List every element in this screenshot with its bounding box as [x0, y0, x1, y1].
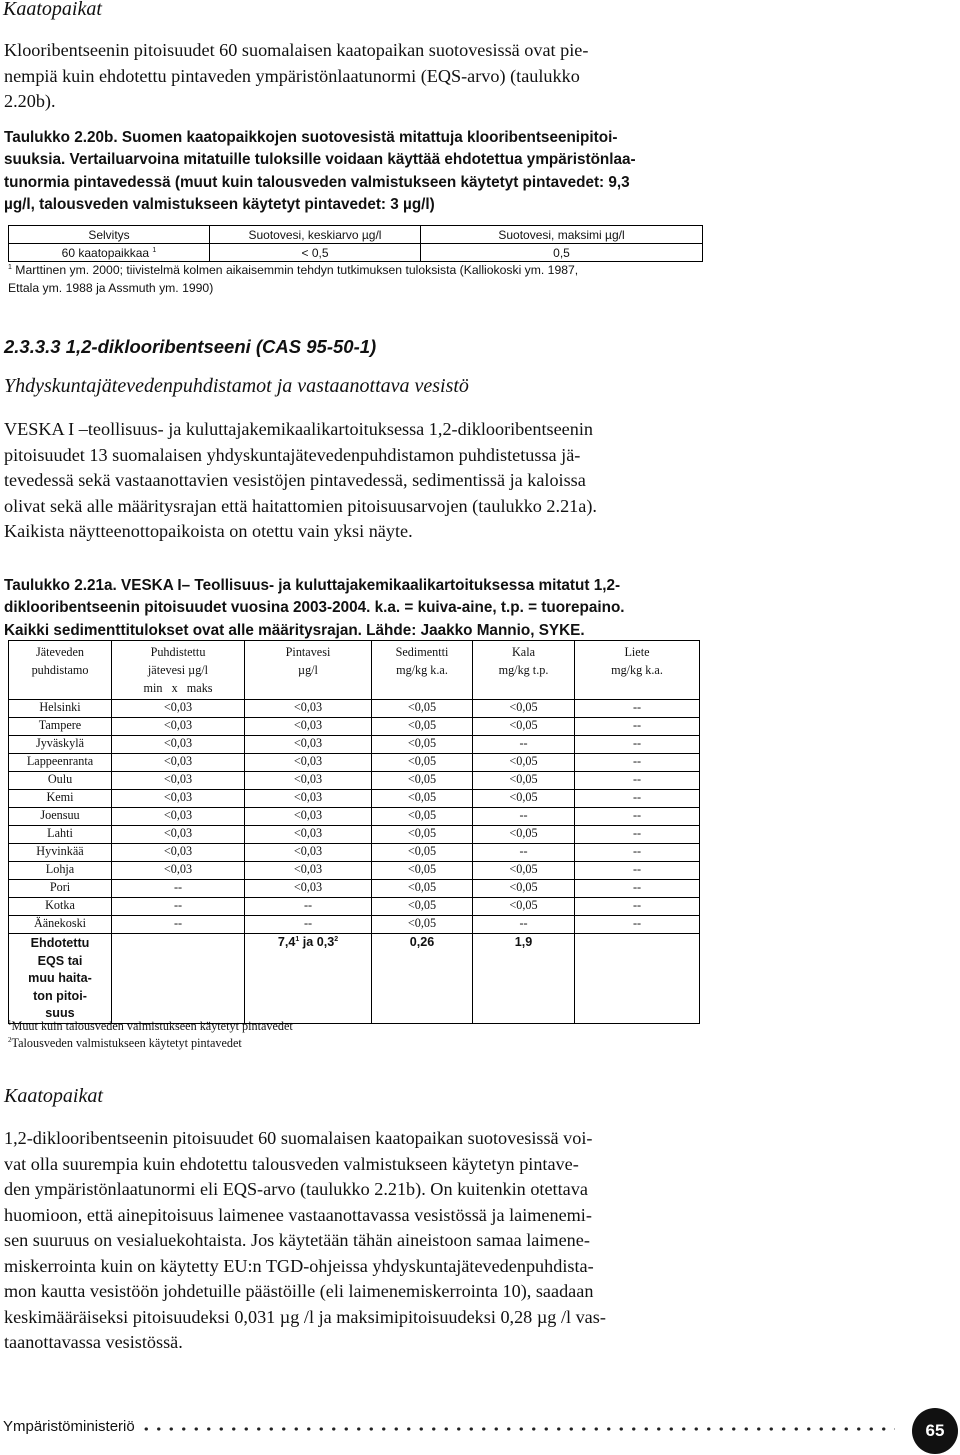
table-cell: <0,05 [473, 826, 575, 844]
table-row [9, 844, 700, 862]
table-cell: <0,05 [473, 754, 575, 772]
footnote-ref: 1 [8, 263, 12, 271]
footnote-ref: 1 [152, 246, 157, 254]
col-header-puhdistamo [9, 641, 112, 700]
table-cell: -- [575, 862, 700, 880]
note-line: Ettala ym. 1988 ja Assmuth ym. 1990) [8, 281, 214, 295]
footer-publisher: Ympäristöministeriö [3, 1418, 135, 1435]
label-line: ton pitoi- [33, 988, 87, 1003]
col-header-maksimi: Suotovesi, maksimi µg/l [421, 226, 703, 244]
subheading-puhdistamot: Yhdyskuntajätevedenpuhdistamot ja vastaanottava vesistö [4, 375, 469, 397]
paragraph-line: sen suuruus on vesialuekohtaista. Jos käytetään tähän aineistoon samaa laimene- [4, 1230, 590, 1250]
table-cell: -- [575, 772, 700, 790]
section-heading-diklooribentseeni: 2.3.3.3 1,2-diklooribentseeni (CAS 95-50-1) [4, 336, 377, 357]
table-row-eqs [9, 934, 700, 1024]
col-header-kala [473, 641, 575, 700]
table-cell: -- [473, 808, 575, 826]
table-cell: -- [112, 880, 245, 898]
table-cell: -- [473, 916, 575, 934]
paragraph-line: miskerrointa kuin on käytetty EU:n TGD-ohjeissa yhdyskuntajätevedenpuhdista- [4, 1255, 594, 1276]
paragraph-line: pitoisuudet 13 suomalaisen yhdyskuntajätevedenpuhdistamon puhdistetussa jä- [4, 444, 581, 465]
note-text: Talousveden valmistukseen käytetyt pintavedet [11, 1036, 242, 1050]
table-cell: -- [575, 718, 700, 736]
caption-line: suuksia. Vertailuarvoina mitatuille tuloksille voidaan käyttää ehdotettua ympäristönlaa- [4, 151, 636, 169]
table-cell: <0,05 [372, 880, 473, 898]
table-cell: <0,05 [473, 700, 575, 718]
cell-eqs-jatevesi [112, 934, 245, 1024]
footnote-ref: 2 [8, 1035, 12, 1044]
paragraph-line: Klooribentseenin pitoisuudet 60 suomalaisen kaatopaikan suotovesissä ovat pie- [4, 40, 589, 60]
table-cell: -- [473, 736, 575, 754]
paragraph-line: keskimääräiseksi pitoisuudeksi 0,031 µg /l ja maksimipitoisuudeksi 0,28 µg /l vas- [4, 1306, 606, 1327]
header-line: mg/kg t.p. [498, 663, 549, 677]
table-row [9, 790, 700, 808]
cell-puhdistamo: Pori [9, 880, 112, 898]
caption-line: Kaikki sedimenttitulokset ovat alle määritysrajan. Lähde: Jaakko Mannio, SYKE. [4, 621, 585, 639]
paragraph-line: mon kautta vesistöön johdetuille päästöille (eli laimenemiskerrointa 10), saadaan [4, 1281, 594, 1301]
cell-puhdistamo: Hyvinkää [9, 844, 112, 862]
header-line: jätevesi µg/l [147, 663, 209, 677]
table-cell: <0,03 [245, 772, 372, 790]
table-cell: -- [575, 736, 700, 754]
col-header-jatevesi [112, 641, 245, 700]
table-cell: <0,03 [245, 844, 372, 862]
footer-dot-leader [140, 1427, 895, 1431]
table-cell: <0,03 [245, 700, 372, 718]
footnote-ref: 2 [334, 935, 339, 943]
section-heading-kaatopaikat-2: Kaatopaikat [4, 1085, 103, 1107]
table-2-20b-caption [4, 127, 636, 216]
table-cell: <0,05 [372, 754, 473, 772]
paragraph-line: VESKA I –teollisuus- ja kuluttajakemikaalikartoituksessa 1,2-diklooribentseenin [4, 419, 593, 439]
cell-puhdistamo: Lahti [9, 826, 112, 844]
label-line: Ehdotettu [30, 936, 90, 950]
cell-maksimi: 0,5 [421, 244, 703, 262]
paragraph-line: den ympäristönlaatunormi eli EQS-arvo (taulukko 2.21b). On kuitenkin otettava [4, 1179, 588, 1199]
table-cell: <0,05 [473, 790, 575, 808]
caption-line: Taulukko 2.20b. Suomen kaatopaikkojen suotovesistä mitattuja klooribentseenipitoi- [4, 129, 618, 146]
cell-puhdistamo: Helsinki [9, 700, 112, 718]
page-number: 65 [912, 1408, 958, 1454]
table-cell: -- [575, 826, 700, 844]
cell-puhdistamo: Lappeenranta [9, 754, 112, 772]
header-line: Puhdistettu [150, 645, 206, 659]
table-2-20b [8, 225, 703, 262]
table-cell: <0,05 [372, 772, 473, 790]
header-line: puhdistamo [31, 663, 89, 677]
table-cell: <0,05 [372, 898, 473, 916]
table-row [9, 754, 700, 772]
header-line: Kala [511, 645, 535, 659]
paragraph-line: Kaikista näytteenottopaikoista on otettu vain yksi näyte. [4, 521, 413, 541]
table-row [9, 244, 703, 262]
table-cell: -- [575, 790, 700, 808]
paragraph-line: huomioon, että ainepitoisuus laimenee vastaanottavassa vesistössä ja laimenemi- [4, 1204, 592, 1225]
section-heading-kaatopaikat-1: Kaatopaikat [3, 0, 102, 20]
table-cell: <0,05 [372, 718, 473, 736]
header-line: mg/kg k.a. [396, 663, 448, 677]
caption-line: diklooribentseenin pitoisuudet vuosina 2003-2004. k.a. = kuiva-aine, t.p. = tuorepaino. [4, 599, 625, 617]
table-cell: <0,05 [372, 844, 473, 862]
table-2-20b-note [8, 261, 578, 297]
table-cell: <0,05 [372, 916, 473, 934]
table-cell: -- [575, 916, 700, 934]
table-cell: <0,03 [245, 808, 372, 826]
table-row [9, 736, 700, 754]
cell-eqs-pintavesi [245, 934, 372, 1024]
cell-eqs-liete [575, 934, 700, 1024]
table-cell: -- [112, 916, 245, 934]
header-line: Sedimentti [395, 645, 449, 659]
footnote-ref: 1 [295, 935, 300, 943]
table-cell: -- [575, 808, 700, 826]
cell-eqs-kala: 1,9 [473, 934, 575, 1024]
table-cell: <0,05 [473, 880, 575, 898]
table-row [9, 898, 700, 916]
table-row [9, 718, 700, 736]
label-line: EQS tai [37, 953, 83, 968]
table-cell: <0,05 [473, 862, 575, 880]
cell-text: 60 kaatopaikkaa [61, 245, 150, 260]
col-header-selvitys: Selvitys [9, 226, 210, 244]
table-note [8, 1035, 293, 1052]
cell-puhdistamo: Joensuu [9, 808, 112, 826]
table-cell: <0,03 [245, 754, 372, 772]
table-cell: <0,05 [372, 736, 473, 754]
header-line: µg/l [298, 663, 318, 677]
table-cell: <0,05 [473, 898, 575, 916]
table-cell: <0,03 [112, 718, 245, 736]
table-cell: <0,05 [372, 826, 473, 844]
table-2-21a-notes [8, 1018, 293, 1052]
label-line: muu haita- [28, 971, 92, 986]
paragraph-line: olivat sekä alle määritysrajan että haitattomien pitoisuusarvojen (taulukko 2.21a). [4, 495, 597, 516]
table-row [9, 808, 700, 826]
cell-puhdistamo: Kemi [9, 790, 112, 808]
table-row [9, 880, 700, 898]
table-cell: -- [575, 898, 700, 916]
cell-keskiarvo: < 0,5 [210, 244, 421, 262]
paragraph-kaatopaikat-1 [4, 38, 588, 115]
table-cell: <0,03 [245, 718, 372, 736]
cell-puhdistamo: Äänekoski [9, 916, 112, 934]
table-row [9, 700, 700, 718]
table-body [9, 700, 700, 934]
table-cell: <0,03 [112, 736, 245, 754]
table-cell: <0,05 [372, 790, 473, 808]
header-line: mg/kg k.a. [611, 663, 663, 677]
table-cell: -- [473, 844, 575, 862]
table-cell: -- [575, 754, 700, 772]
table-cell: <0,03 [112, 808, 245, 826]
paragraph-kaatopaikat-2 [4, 1126, 606, 1356]
table-cell: -- [575, 844, 700, 862]
table-cell: <0,05 [473, 772, 575, 790]
paragraph-line: tevedessä sekä vastaanottavien vesistöjen pintavedessä, sedimentissä ja kaloissa [4, 470, 586, 490]
table-row [9, 916, 700, 934]
table-cell: <0,05 [372, 808, 473, 826]
note-text: Muut kuin talousveden valmistukseen käytetyt pintavedet [11, 1019, 293, 1033]
table-2-21a [8, 640, 700, 1024]
cell-eqs-label [9, 934, 112, 1024]
table-header-row [9, 641, 700, 700]
paragraph-veska [4, 417, 597, 545]
table-cell: <0,03 [112, 862, 245, 880]
col-header-liete [575, 641, 700, 700]
paragraph-line: taanottavassa vesistössä. [4, 1332, 183, 1352]
table-cell: <0,05 [372, 862, 473, 880]
label-line: suus [45, 1006, 75, 1021]
header-line: Liete [624, 645, 650, 659]
table-cell: <0,05 [473, 718, 575, 736]
footnote-ref: 1 [8, 1018, 12, 1027]
paragraph-line: 2.20b). [4, 91, 56, 111]
caption-line: Taulukko 2.21a. VESKA I– Teollisuus- ja kuluttajakemikaalikartoituksessa mitatut 1,2- [4, 577, 621, 594]
cell-puhdistamo: Lohja [9, 862, 112, 880]
table-cell: <0,03 [112, 700, 245, 718]
table-cell: <0,03 [245, 826, 372, 844]
table-cell: <0,03 [245, 880, 372, 898]
value: 7,4 [277, 935, 296, 949]
table-cell: -- [575, 880, 700, 898]
header-line: Jäteveden [35, 645, 85, 659]
paragraph-line: vat olla suurempia kuin ehdotettu talousveden valmistukseen käytetyn pintave- [4, 1153, 579, 1174]
paragraph-line: 1,2-diklooribentseenin pitoisuudet 60 suomalaisen kaatopaikan suotovesissä voi- [4, 1128, 593, 1148]
col-header-keskiarvo: Suotovesi, keskiarvo µg/l [210, 226, 421, 244]
table-cell: <0,03 [112, 826, 245, 844]
table-cell: <0,03 [245, 790, 372, 808]
table-cell: <0,03 [245, 736, 372, 754]
col-header-sedimentti [372, 641, 473, 700]
header-line: min x maks [143, 681, 213, 695]
table-header-row [9, 226, 703, 244]
note-line: Marttinen ym. 2000; tiivistelmä kolmen aikaisemmin tehdyn tutkimuksen tuloksista (Kalliokoski ym. 1987, [15, 263, 579, 277]
table-cell: -- [112, 898, 245, 916]
table-cell: -- [245, 898, 372, 916]
cell-eqs-sedimentti: 0,26 [372, 934, 473, 1024]
cell-puhdistamo: Tampere [9, 718, 112, 736]
table-cell: <0,03 [112, 754, 245, 772]
cell-puhdistamo: Jyväskylä [9, 736, 112, 754]
table-row [9, 772, 700, 790]
table-cell: <0,03 [245, 862, 372, 880]
col-header-pintavesi [245, 641, 372, 700]
table-2-21a-caption [4, 575, 625, 642]
paragraph-line: nempiä kuin ehdotettu pintaveden ympäristönlaatunormi (EQS-arvo) (taulukko [4, 65, 580, 86]
caption-line: µg/l, talousveden valmistukseen käytetyt pintavedet: 3 µg/l) [4, 195, 435, 213]
cell-selvitys [9, 244, 210, 262]
caption-line: tunormia pintavedessä (muut kuin talousveden valmistukseen käytetyt pintavedet: 9,3 [4, 173, 630, 191]
table-cell: <0,03 [112, 790, 245, 808]
table-row [9, 862, 700, 880]
header-line: Pintavesi [285, 645, 331, 659]
table-note [8, 1018, 293, 1035]
table-cell: <0,03 [112, 772, 245, 790]
table-cell: <0,03 [112, 844, 245, 862]
table-cell: -- [575, 700, 700, 718]
table-cell: <0,05 [372, 700, 473, 718]
table-cell: -- [245, 916, 372, 934]
value: ja 0,3 [299, 935, 335, 949]
table-row [9, 826, 700, 844]
cell-puhdistamo: Kotka [9, 898, 112, 916]
cell-puhdistamo: Oulu [9, 772, 112, 790]
